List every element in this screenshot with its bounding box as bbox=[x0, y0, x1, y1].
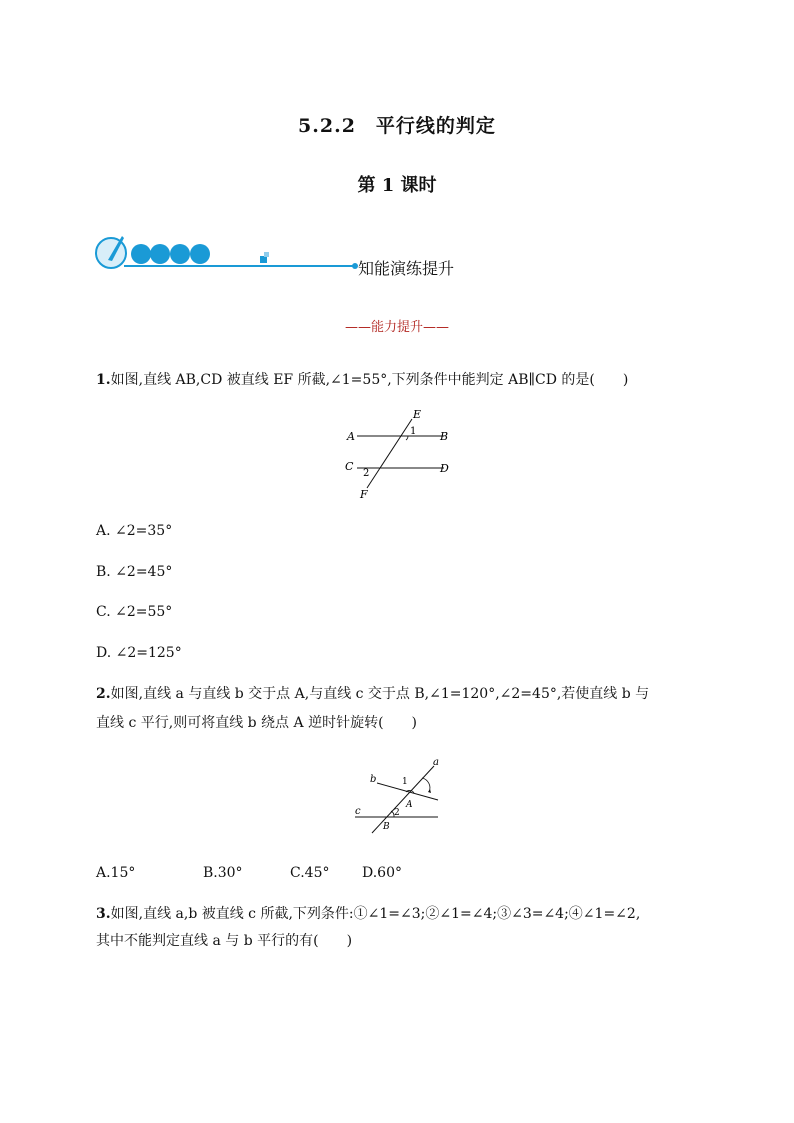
fig1-label-C: C bbox=[345, 460, 354, 473]
fig1-label-B: B bbox=[440, 430, 449, 443]
fig1-label-D: D bbox=[440, 462, 449, 475]
fig1-label-1: 1 bbox=[410, 426, 417, 437]
fig1-label-F: F bbox=[360, 488, 368, 501]
fig2-label-A: A bbox=[406, 800, 413, 810]
fig2-label-1: 1 bbox=[402, 777, 408, 787]
banner-label: 知能演练提升 bbox=[358, 259, 455, 278]
question-3-stem-line1: 如图,直线 a,b 被直线 c 所截,下列条件:①∠1=∠3;②∠1=∠4;③∠3=∠4;④∠1=∠2, bbox=[110, 906, 641, 922]
fig2-label-2: 2 bbox=[394, 808, 400, 818]
page-title: 5.2.2 平行线的判定 bbox=[298, 115, 496, 137]
fig2-label-b: b bbox=[370, 774, 377, 785]
question-2 bbox=[96, 684, 649, 704]
question-3-stem-line2: 其中不能判定直线 a 与 b 平行的有( ) bbox=[96, 933, 353, 949]
q1-option-a: A. ∠2=35° bbox=[96, 523, 173, 539]
question-1-stem: 如图,直线 AB,CD 被直线 EF 所截,∠1=55°,下列条件中能判定 AB∥CD 的是( ) bbox=[110, 372, 629, 388]
fig2-label-c: c bbox=[355, 806, 361, 817]
question-2-stem-line2: 直线 c 平行,则可将直线 b 绕点 A 逆时针旋转( ) bbox=[96, 715, 417, 731]
q1-option-b: B. ∠2=45° bbox=[96, 564, 173, 580]
question-2-number: 2. bbox=[96, 686, 111, 702]
fig1-label-2: 2 bbox=[363, 468, 370, 479]
question-2-figure bbox=[350, 756, 446, 836]
section-title: ——能力提升—— bbox=[344, 320, 449, 335]
q2-option-a: A.15° bbox=[96, 865, 136, 881]
question-1-figure bbox=[340, 406, 460, 502]
fig1-label-E: E bbox=[413, 408, 422, 421]
question-1-number: 1. bbox=[96, 372, 111, 388]
question-3 bbox=[96, 904, 640, 924]
q1-option-d: D. ∠2=125° bbox=[96, 645, 182, 661]
q2-option-d: D.60° bbox=[362, 865, 402, 881]
q2-option-c: C.45° bbox=[290, 865, 330, 881]
q2-options bbox=[96, 863, 402, 883]
question-1 bbox=[96, 370, 628, 390]
fig1-label-A: A bbox=[347, 430, 355, 443]
fig2-label-B: B bbox=[383, 822, 390, 832]
q2-option-b: B.30° bbox=[203, 865, 243, 881]
page-subtitle: 第 1 课时 bbox=[357, 175, 437, 196]
q1-option-c: C. ∠2=55° bbox=[96, 604, 173, 620]
question-3-number: 3. bbox=[96, 906, 111, 922]
question-2-stem-line1: 如图,直线 a 与直线 b 交于点 A,与直线 c 交于点 B,∠1=120°,∠2=45°,若使直线 b 与 bbox=[110, 686, 650, 702]
fig2-label-a: a bbox=[433, 757, 439, 768]
